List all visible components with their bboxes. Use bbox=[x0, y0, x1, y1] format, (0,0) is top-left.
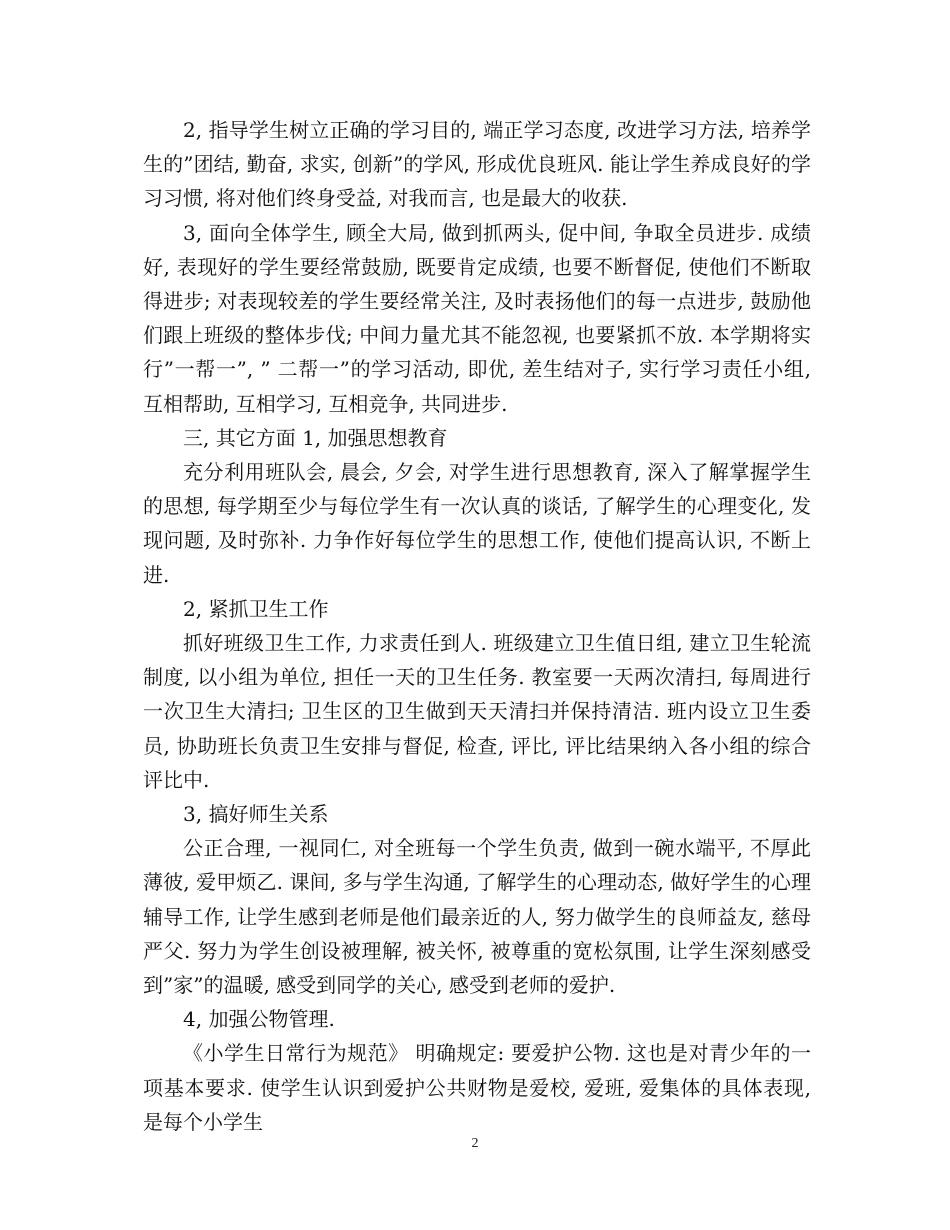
paragraph: 2, 指导学生树立正确的学习目的, 端正学习态度, 改进学习方法, 培养学生的”团结, 勤奋, 求实, 创新”的学风, 形成优良班风. 能让学生养成良好的学习习惯, 将对他们终身受益, 对我而言, 也是最大的收获. bbox=[143, 118, 811, 211]
paragraph: 公正合理, 一视同仁, 对全班每一个学生负责, 做到一碗水端平, 不厚此薄彼, 爱甲烦乙. 课间, 多与学生沟通, 了解学生的心理动态, 做好学生的心理辅导工作, 让学生感到老师是他们最亲近的人, 努力做学生的良师益友, 慈母严父. 努力为学生创设被理解, 被关怀, 被尊重的宽松氛围, 让学生深刻感受到”家”的温暖, 感受到同学的关心, 感受到老师的爱护. bbox=[143, 836, 811, 998]
subsection-heading: 4, 加强公物管理. bbox=[183, 1007, 335, 1032]
section-heading: 三, 其它方面 1, 加强思想教育 bbox=[183, 425, 448, 450]
paragraph: 充分利用班队会, 晨会, 夕会, 对学生进行思想教育, 深入了解掌握学生的思想, 每学期至少与每位学生有一次认真的谈话, 了解学生的心理变化, 发现问题, 及时弥补. 力争作好每位学生的思想工作, 使他们提高认识, 不断上进. bbox=[143, 460, 811, 587]
paragraph: 3, 面向全体学生, 顾全大局, 做到抓两头, 促中间, 争取全员进步. 成绩好, 表现好的学生要经常鼓励, 既要肯定成绩, 也要不断督促, 使他们不断取得进步; 对表现较差的学生要经常关注, 及时表扬他们的每一点进步, 鼓励他们跟上班级的整体步伐; 中间力量尤其不能忽视, 也要紧抓不放. 本学期将实行”一帮一”, ” 二帮一”的学习活动, 即优, 差生结对子, 实行学习责任小组, 互相帮助, 互相学习, 互相竞争, 共同进步. bbox=[143, 220, 811, 416]
paragraph: 抓好班级卫生工作, 力求责任到人. 班级建立卫生值日组, 建立卫生轮流制度, 以小组为单位, 担任一天的卫生任务. 教室要一天两次清扫, 每周进行一次卫生大清扫; 卫生区的卫生做到天天清扫并保持清洁. 班内设立卫生委员, 协助班长负责卫生安排与督促, 检查, 评比, 评比结果纳入各小组的综合评比中. bbox=[143, 631, 811, 792]
subsection-heading: 2, 紧抓卫生工作 bbox=[183, 596, 329, 621]
subsection-heading: 3, 搞好师生关系 bbox=[183, 802, 329, 827]
page-number: 2 bbox=[471, 1136, 479, 1151]
document-body bbox=[143, 113, 811, 1139]
paragraph: 《小学生日常行为规范》 明确规定: 要爱护公物. 这也是对青少年的一项基本要求. 使学生认识到爱护公共财物是爱校, 爱班, 爱集体的具体表现, 是每个小学生 bbox=[143, 1041, 811, 1134]
